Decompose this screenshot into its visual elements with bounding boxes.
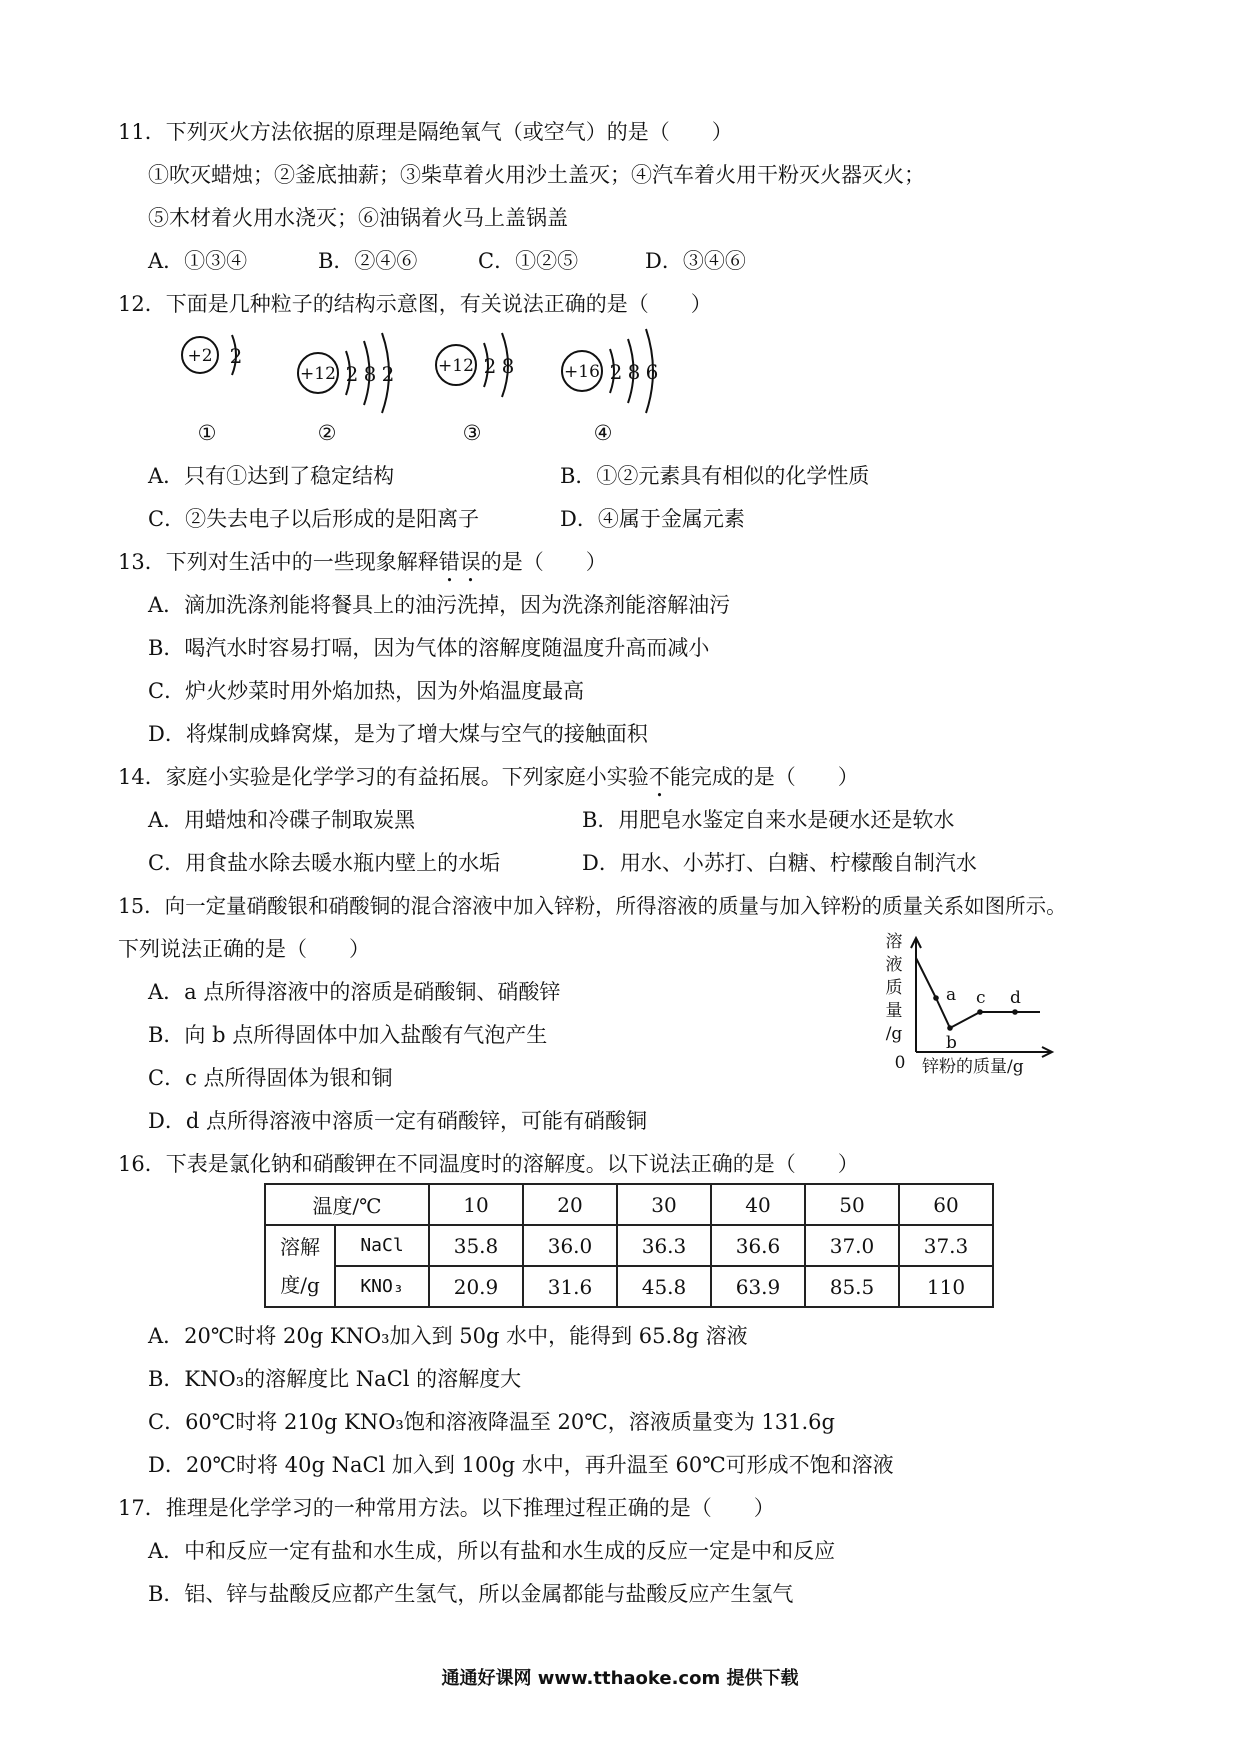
q16-option-b: B．KNO₃的溶解度比 NaCl 的溶解度大 — [148, 1367, 522, 1391]
table-header-row — [265, 1184, 993, 1225]
q13-stem — [118, 547, 607, 587]
table-row-kno3 — [265, 1266, 993, 1307]
graph-ylabel-5: /g — [885, 1024, 903, 1044]
q13-option-c: C．炉火炒菜时用外焰加热，因为外焰温度最高 — [148, 679, 585, 703]
table-header-temp: 温度/℃ — [265, 1184, 429, 1225]
particle-4-shell-2: 8 — [627, 360, 641, 384]
q12-option-b: B．①②元素具有相似的化学性质 — [560, 464, 870, 488]
q12-option-d: D．④属于金属元素 — [560, 507, 745, 531]
q15-stem: 15．向一定量硝酸银和硝酸铜的混合溶液中加入锌粉，所得溶液的质量与加入锌粉的质量关系如图所示。 — [118, 894, 1067, 918]
graph-ylabel-1: 溶 — [885, 932, 903, 952]
graph-label-b: b — [946, 1033, 957, 1053]
particle-2-label: ② — [317, 421, 337, 445]
q16-option-c: C．60℃时将 210g KNO₃饱和溶液降温至 20℃，溶液质量变为 131.6g — [148, 1410, 835, 1434]
table-row-label-1: 溶解 — [280, 1235, 320, 1259]
particle-2-nucleus: +12 — [300, 364, 336, 384]
table-row-label — [265, 1225, 335, 1307]
q14-option-b: B．用肥皂水鉴定自来水是硬水还是软水 — [582, 808, 955, 832]
q15-stem-2: 下列说法正确的是（ ） — [118, 937, 370, 961]
graph-origin: 0 — [894, 1053, 906, 1073]
particle-2-shell-3: 2 — [381, 362, 395, 386]
q14-stem-emphasis: 不 — [648, 765, 670, 789]
table-temp-cell: 40 — [711, 1184, 805, 1225]
q15-option-c: C．c 点所得固体为银和铜 — [148, 1066, 393, 1090]
particle-4-label: ④ — [593, 421, 613, 445]
particle-3-shell-1: 2 — [483, 354, 497, 378]
q16-stem: 16．下表是氯化钠和硝酸钾在不同温度时的溶解度。以下说法正确的是（ ） — [118, 1152, 859, 1176]
particle-2-shell-2: 8 — [363, 362, 377, 386]
solubility-table — [264, 1183, 994, 1308]
q14-stem-part1: 14．家庭小实验是化学学习的有益拓展。下列家庭小实验 — [118, 765, 649, 789]
table-cell: 37.3 — [899, 1225, 993, 1266]
q14-option-a: A．用蜡烛和冷碟子制取炭黑 — [148, 808, 416, 832]
q13-option-d: D．将煤制成蜂窝煤，是为了增大煤与空气的接触面积 — [148, 722, 648, 746]
table-row-label-2: 度/g — [280, 1273, 320, 1297]
q14-option-d: D．用水、小苏打、白糖、柠檬酸自制汽水 — [582, 851, 977, 875]
table-cell: 63.9 — [711, 1266, 805, 1307]
graph-label-d: d — [1010, 988, 1021, 1008]
table-nacl-label: NaCl — [335, 1225, 429, 1266]
graph-label-c: c — [976, 988, 986, 1008]
q14-option-c: C．用食盐水除去暖水瓶内壁上的水垢 — [148, 851, 501, 875]
q17-option-b: B．铝、锌与盐酸反应都产生氢气，所以金属都能与盐酸反应产生氢气 — [148, 1582, 794, 1606]
table-temp-cell: 10 — [429, 1184, 523, 1225]
particle-1-label: ① — [197, 421, 217, 445]
q11-line2: ⑤木材着火用水浇灭；⑥油锅着火马上盖锅盖 — [148, 206, 568, 230]
q16-option-d: D．20℃时将 40g NaCl 加入到 100g 水中，再升温至 60℃可形成不饱和溶液 — [148, 1453, 894, 1477]
graph-point-c — [977, 1009, 983, 1015]
page-footer: 通通好课网 www.tthaoke.com 提供下载 — [441, 1668, 799, 1689]
q15-option-d: D．d 点所得溶液中溶质一定有硝酸锌，可能有硝酸铜 — [148, 1109, 647, 1133]
table-kno3-label: KNO₃ — [335, 1266, 429, 1307]
q11-option-c: C．①②⑤ — [478, 249, 579, 273]
table-temp-cell: 50 — [805, 1184, 899, 1225]
particle-4-shell-3: 6 — [645, 360, 659, 384]
q12-option-a: A．只有①达到了稳定结构 — [148, 464, 395, 488]
q15-option-b: B．向 b 点所得固体中加入盐酸有气泡产生 — [148, 1023, 548, 1047]
particle-4-nucleus: +16 — [564, 362, 600, 382]
table-cell: 20.9 — [429, 1266, 523, 1307]
q15-graph — [880, 930, 1060, 1080]
particle-2-shell-1: 2 — [345, 362, 359, 386]
q13-option-b: B．喝汽水时容易打嗝，因为气体的溶解度随温度升高而减小 — [148, 636, 710, 660]
q12-option-c: C．②失去电子以后形成的是阳离子 — [148, 507, 480, 531]
q13-stem-part2: 的是（ ） — [480, 550, 607, 574]
q11-option-b: B．②④⑥ — [318, 249, 418, 273]
q16-option-a: A．20℃时将 20g KNO₃加入到 50g 水中，能得到 65.8g 溶液 — [148, 1324, 748, 1348]
graph-xlabel: 锌粉的质量/g — [922, 1057, 1024, 1077]
graph-point-b — [947, 1025, 953, 1031]
table-cell: 37.0 — [805, 1225, 899, 1266]
table-cell: 36.3 — [617, 1225, 711, 1266]
q17-option-a: A．中和反应一定有盐和水生成，所以有盐和水生成的反应一定是中和反应 — [148, 1539, 836, 1563]
table-cell: 36.0 — [523, 1225, 617, 1266]
graph-label-a: a — [946, 985, 957, 1005]
q11-option-d: D．③④⑥ — [645, 249, 746, 273]
particle-1-shell-1: 2 — [229, 344, 243, 368]
particle-diagrams — [170, 325, 690, 445]
table-cell: 85.5 — [805, 1266, 899, 1307]
q14-stem — [118, 762, 859, 802]
table-cell: 36.6 — [711, 1225, 805, 1266]
q14-stem-part2: 能完成的是（ ） — [669, 765, 859, 789]
particle-3-label: ③ — [462, 421, 482, 445]
table-cell: 110 — [899, 1266, 993, 1307]
q11-stem: 11．下列灭火方法依据的原理是隔绝氧气（或空气）的是（ ） — [118, 120, 733, 144]
particle-3-shell-2: 8 — [501, 354, 515, 378]
graph-ylabel-4: 量 — [885, 1001, 903, 1021]
graph-point-d — [1012, 1009, 1018, 1015]
q15-option-a: A．a 点所得溶液中的溶质是硝酸铜、硝酸锌 — [148, 980, 561, 1004]
table-cell: 45.8 — [617, 1266, 711, 1307]
table-cell: 31.6 — [523, 1266, 617, 1307]
particle-3-nucleus: +12 — [438, 356, 474, 376]
q13-stem-part1: 13．下列对生活中的一些现象解释 — [118, 550, 439, 574]
table-cell: 35.8 — [429, 1225, 523, 1266]
particle-1-nucleus: +2 — [187, 346, 213, 366]
table-row-nacl — [265, 1225, 993, 1266]
graph-ylabel-2: 液 — [885, 955, 903, 975]
table-temp-cell: 20 — [523, 1184, 617, 1225]
q12-stem: 12．下面是几种粒子的结构示意图，有关说法正确的是（ ） — [118, 292, 712, 316]
q11-option-a: A．①③④ — [148, 249, 248, 273]
graph-ylabel-3: 质 — [885, 978, 903, 998]
q13-stem-emphasis: 错误 — [438, 550, 481, 574]
graph-point-a — [933, 995, 939, 1001]
q11-line1: ①吹灭蜡烛；②釜底抽薪；③柴草着火用沙土盖灭；④汽车着火用干粉灭火器灭火； — [148, 163, 925, 187]
table-temp-cell: 60 — [899, 1184, 993, 1225]
particle-4-shell-1: 2 — [609, 360, 623, 384]
q13-option-a: A．滴加洗涤剂能将餐具上的油污洗掉，因为洗涤剂能溶解油污 — [148, 593, 731, 617]
q17-stem: 17．推理是化学学习的一种常用方法。以下推理过程正确的是（ ） — [118, 1496, 775, 1520]
table-temp-cell: 30 — [617, 1184, 711, 1225]
